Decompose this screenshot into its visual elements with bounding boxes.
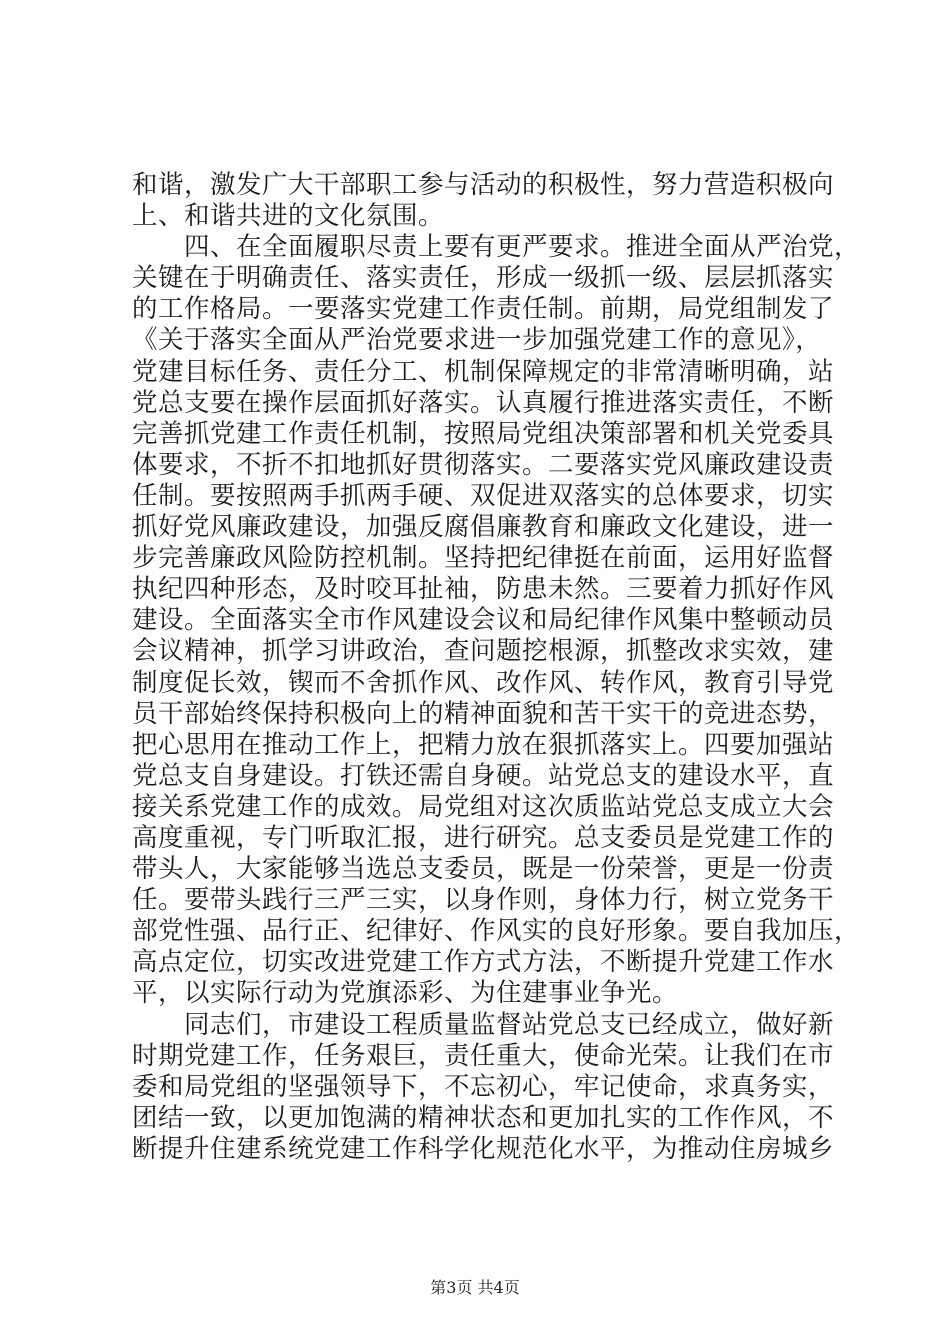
- text-line: 关键在于明确责任、落实责任，形成一级抓一级、层层抓落实: [132, 263, 835, 294]
- text-line: 建设。全面落实全市作风建设会议和局纪律作风集中整顿动员: [132, 605, 835, 636]
- text-line: 会议精神，抓学习讲政治，查问题挖根源，抓整改求实效，建: [132, 636, 835, 667]
- text-line: 断提升住建系统党建工作科学化规范化水平，为推动住房城乡: [132, 1133, 835, 1164]
- text-line: 任。要带头践行三严三实，以身作则，身体力行，树立党务干: [132, 885, 835, 916]
- text-line: 体要求，不折不扣地抓好贯彻落实。二要落实党风廉政建设责: [132, 449, 835, 480]
- text-line: 步完善廉政风险防控机制。坚持把纪律挺在前面，运用好监督: [132, 543, 835, 574]
- text-line: 党建目标任务、责任分工、机制保障规定的非常清晰明确，站: [132, 356, 835, 387]
- text-line: 完善抓党建工作责任机制，按照局党组决策部署和机关党委具: [132, 418, 835, 449]
- text-line: 的工作格局。一要落实党建工作责任制。前期，局党组制发了: [132, 294, 835, 325]
- body-text: [132, 170, 861, 1165]
- text-line: 部党性强、品行正、纪律好、作风实的良好形象。要自我加压，: [132, 916, 861, 947]
- text-line: 制度促长效，锲而不舍抓作风、改作风、转作风，教育引导党: [132, 667, 835, 698]
- text-line: 同志们，市建设工程质量监督站党总支已经成立，做好新: [132, 1009, 835, 1040]
- text-line: 《关于落实全面从严治党要求进一步加强党建工作的意见》，: [132, 325, 822, 356]
- text-line: 高度重视，专门听取汇报，进行研究。总支委员是党建工作的: [132, 822, 835, 853]
- text-line: 上、和谐共进的文化氛围。: [132, 201, 445, 232]
- text-line: 员干部始终保持积极向上的精神面貌和苦干实干的竞进态势，: [132, 698, 835, 729]
- text-line: 平，以实际行动为党旗添彩、为住建事业争光。: [132, 978, 679, 1009]
- text-line: 任制。要按照两手抓两手硬、双促进双落实的总体要求，切实: [132, 480, 835, 511]
- text-line: 抓好党风廉政建设，加强反腐倡廉教育和廉政文化建设，进一: [132, 512, 835, 543]
- text-line: 执纪四种形态，及时咬耳扯袖，防患未然。三要着力抓好作风: [132, 574, 835, 605]
- text-line: 时期党建工作，任务艰巨，责任重大，使命光荣。让我们在市: [132, 1040, 835, 1071]
- text-line: 党总支自身建设。打铁还需自身硬。站党总支的建设水平，直: [132, 760, 835, 791]
- text-line: 高点定位，切实改进党建工作方式方法，不断提升党建工作水: [132, 947, 835, 978]
- text-line: 接关系党建工作的成效。局党组对这次质监站党总支成立大会: [132, 791, 835, 822]
- text-line: 把心思用在推动工作上，把精力放在狠抓落实上。四要加强站: [132, 729, 835, 760]
- text-line: 和谐，激发广大干部职工参与活动的积极性，努力营造积极向: [132, 170, 835, 200]
- text-line: 党总支要在操作层面抓好落实。认真履行推进落实责任，不断: [132, 387, 835, 418]
- text-line: 四、在全面履职尽责上要有更严要求。推进全面从严治党，: [132, 232, 861, 263]
- text-line: 团结一致，以更加饱满的精神状态和更加扎实的工作作风，不: [132, 1102, 835, 1133]
- page-footer: 第3页 共4页: [430, 1278, 520, 1297]
- text-line: 带头人，大家能够当选总支委员，既是一份荣誉，更是一份责: [132, 854, 835, 885]
- text-line: 委和局党组的坚强领导下，不忘初心，牢记使命，求真务实，: [132, 1071, 835, 1102]
